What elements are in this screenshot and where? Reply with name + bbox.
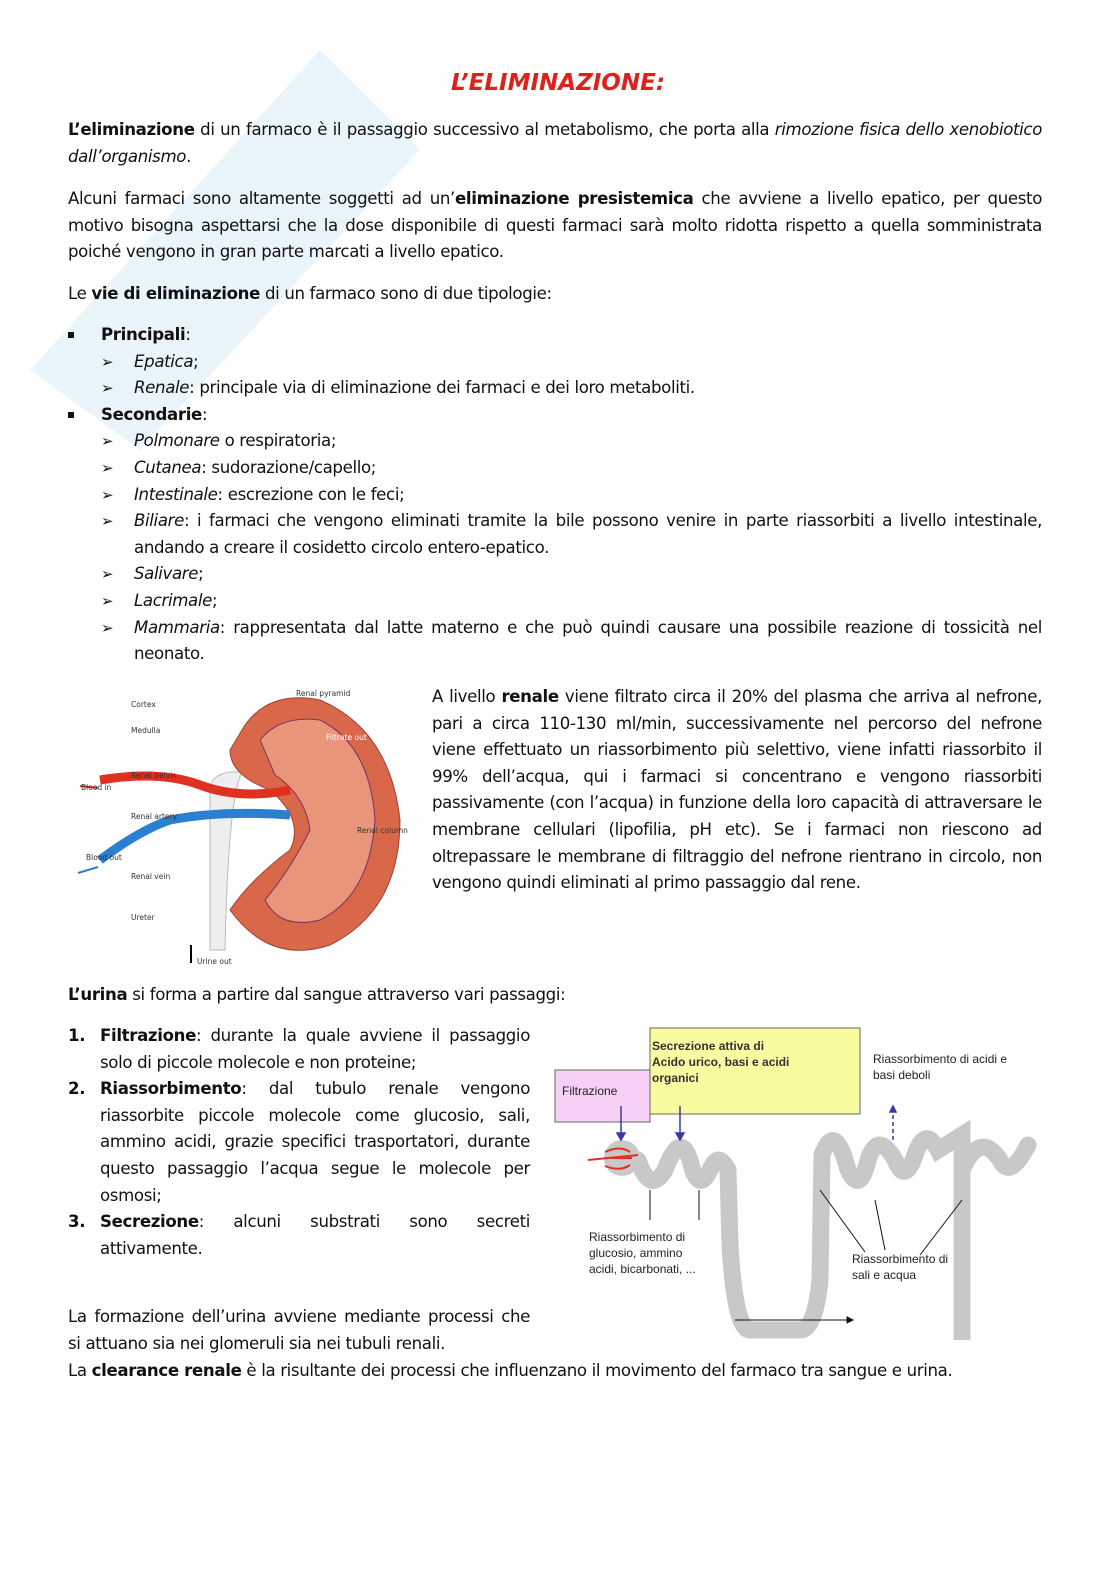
step-number: 3.: [68, 1212, 86, 1232]
text: La: [68, 1361, 92, 1380]
step-term: Secrezione: [100, 1212, 199, 1232]
label-urine-out: Urine out: [197, 957, 232, 966]
label-blood-out: Blood out: [86, 853, 122, 862]
text: è la risultante dei processi che influenzano il movimento del farmaco tra sangue e urina.: [241, 1361, 953, 1380]
text: si forma a partire dal sangue attraverso vari passaggi:: [127, 985, 566, 1004]
text: di un farmaco sono di due tipologie:: [260, 284, 552, 303]
clearance-paragraph: [68, 1358, 1042, 1385]
label-medulla: Medulla: [131, 726, 161, 735]
line: acidi, bicarbonati, ...: [589, 1262, 696, 1276]
arrow-bullet-icon: ➢: [101, 458, 114, 477]
line: Riassorbimento di: [589, 1230, 686, 1244]
step-text: : durante la quale avviene il passaggio solo di piccole molecole e non proteine;: [100, 1026, 530, 1072]
item-name: Biliare: [134, 511, 184, 531]
text: di un farmaco è il passaggio successivo al metabolismo, che porta alla: [194, 120, 775, 139]
text: Le: [68, 284, 92, 303]
group-secondarie: Secondarie:: [68, 402, 1042, 429]
list-item: [68, 615, 1042, 668]
formation-paragraph: La formazione dell’urina avviene mediante processi che si attuano sia nei glomeruli sia nei tubuli renali.: [68, 1307, 530, 1353]
item-text: ;: [193, 351, 199, 371]
term: clearance renale: [91, 1361, 242, 1380]
label-renal-vein: Renal vein: [131, 872, 171, 881]
list-item: [68, 561, 1042, 588]
text: viene filtrato circa il 20% del plasma che arriva al nefrone, pari a circa 110-130 ml/min, successivamente nel percorso del nefrone viene effettuato un riassorbimento più selettivo, viene infatti riassorbito il 99% dell’acqua, qui i farmaci si concentrano e vengono riassorbiti passivamente (con l’acqua) in funzione della loro capacità di attraversare le membrane cellulari (lipofilia, pH etc). Se i farmaci non riescono ad oltrepassare le membrane di filtraggio del nefrone rientrano in circolo, non vengono quindi eliminati al primo passaggio dal rene.: [432, 687, 1043, 893]
arrow-bullet-icon: ➢: [101, 379, 114, 398]
item-text: : sudorazione/capello;: [201, 457, 377, 477]
step-term: Filtrazione: [100, 1026, 196, 1045]
item-name: Epatica: [134, 351, 194, 371]
label-blood-in: Blood in: [81, 783, 112, 792]
label-riassorbimento-acidi: [873, 1052, 1007, 1082]
line: Riassorbimento di acidi e: [873, 1052, 1008, 1066]
list-item: [68, 455, 1042, 482]
intro-paragraph: [68, 117, 1042, 170]
term: eliminazione presistemica: [454, 189, 694, 208]
label-renal-pelvis: Renal pelvis: [131, 771, 177, 780]
list-item: [68, 349, 1042, 376]
term: vie di eliminazione: [91, 284, 261, 303]
arrow-bullet-icon: ➢: [101, 512, 114, 531]
presystemic-paragraph: [68, 186, 1042, 266]
arrow-bullet-icon: ➢: [101, 352, 114, 371]
list-item: [68, 508, 1042, 561]
step-number: 2.: [68, 1079, 86, 1099]
item-name: Lacrimale: [134, 590, 212, 610]
steps-list: [68, 1023, 530, 1262]
label-renal-pyramid: Renal pyramid: [296, 689, 351, 698]
line: basi deboli: [873, 1068, 931, 1082]
term: L’eliminazione: [68, 120, 195, 139]
arrow-bullet-icon: ➢: [101, 618, 114, 637]
routes-list: [68, 322, 1042, 668]
item-name: Renale: [134, 378, 190, 398]
group-label: Secondarie: [101, 404, 202, 424]
term: L’urina: [68, 985, 128, 1004]
item-name: Polmonare: [134, 431, 220, 451]
text: Alcuni farmaci sono altamente soggetti ad un’: [68, 189, 455, 208]
line: sali e acqua: [852, 1268, 917, 1282]
group-label: Principali: [101, 325, 186, 344]
list-item: [68, 482, 1042, 509]
arrow-bullet-icon: ➢: [101, 432, 114, 451]
step-number: 1.: [68, 1026, 86, 1045]
list-item: [68, 428, 1042, 455]
line: glucosio, ammino: [589, 1246, 683, 1260]
text: .: [186, 146, 191, 166]
line: Acido urico, basi e acidi: [652, 1055, 790, 1069]
nephron-tube: [638, 1135, 1028, 1340]
group-principali: Principali:: [68, 322, 1042, 349]
list-item: [68, 588, 1042, 615]
item-text: : rappresentata dal latte materno e che può quindi causare una possibile reazione di tossicità nel neonato.: [134, 617, 1042, 664]
item-text: ;: [211, 590, 218, 610]
step-item: [68, 1209, 530, 1262]
item-name: Cutanea: [134, 457, 202, 477]
term: renale: [501, 687, 559, 706]
item-name: Intestinale: [134, 484, 218, 504]
item-text: : escrezione con le feci;: [217, 484, 405, 504]
step-item: [68, 1076, 530, 1209]
list-item: [68, 375, 1042, 402]
text: A livello: [432, 687, 502, 706]
line: organici: [652, 1071, 699, 1085]
item-name: Mammaria: [134, 617, 220, 637]
page-title: L’ELIMINAZIONE:: [450, 70, 666, 96]
label-renal-artery: Renal artery: [131, 812, 178, 821]
step-text: : dal tubulo renale vengono riassorbite piccole molecole come glucosio, sali, ammino acidi, grazie specifici trasportatori, durante questo passaggio l’acqua segue le molecole per osmosi;: [100, 1079, 530, 1205]
arrow-bullet-icon: ➢: [101, 565, 114, 584]
line: Secrezione attiva di: [652, 1039, 765, 1053]
item-text: : i farmaci che vengono eliminati tramite la bile possono venire in parte riassorbiti a livello intestinale, andando a creare il cosidetto circolo entero-epatico.: [134, 511, 1042, 557]
label-ureter: Ureter: [131, 913, 155, 922]
renal-paragraph: [432, 684, 1042, 897]
item-text: o respiratoria;: [219, 431, 337, 451]
arrow-bullet-icon: ➢: [101, 591, 114, 610]
label-filtrazione: Filtrazione: [562, 1084, 618, 1098]
nephron-diagram: [550, 1020, 1040, 1340]
bullet-square-icon: [68, 412, 74, 418]
routes-paragraph: [68, 281, 1042, 308]
item-text: ;: [198, 564, 204, 584]
item-text: : principale via di eliminazione dei farmaci e dei loro metaboliti.: [189, 378, 695, 398]
label-riassorbimento-glucosio: [589, 1230, 696, 1276]
label-renal-column: Renal column: [357, 826, 408, 835]
label-cortex: Cortex: [131, 700, 156, 709]
step-item: [68, 1023, 530, 1076]
line: Riassorbimento di: [852, 1252, 949, 1266]
label-riassorbimento-sali: [852, 1252, 948, 1282]
bullet-square-icon: [68, 332, 74, 338]
text: che avviene a livello epatico, per questo motivo bisogna aspettarsi che la dose disponibile di questi farmaci sarà molto ridotta rispetto a quella somministrata poiché vengono in gran parte marcati a livello epatico.: [68, 189, 1043, 262]
kidney-illustration: [70, 680, 420, 970]
arrow-bullet-icon: ➢: [101, 485, 114, 504]
item-name: Salivare: [134, 564, 199, 584]
emphasis: rimozione fisica dello xenobiotico dall’organismo: [68, 120, 1043, 166]
step-text: : alcuni substrati sono secreti attivamente.: [100, 1212, 530, 1258]
label-filtrate-out: Filtrate out: [326, 733, 367, 742]
step-term: Riassorbimento: [100, 1079, 242, 1099]
urine-intro: [68, 982, 1042, 1009]
